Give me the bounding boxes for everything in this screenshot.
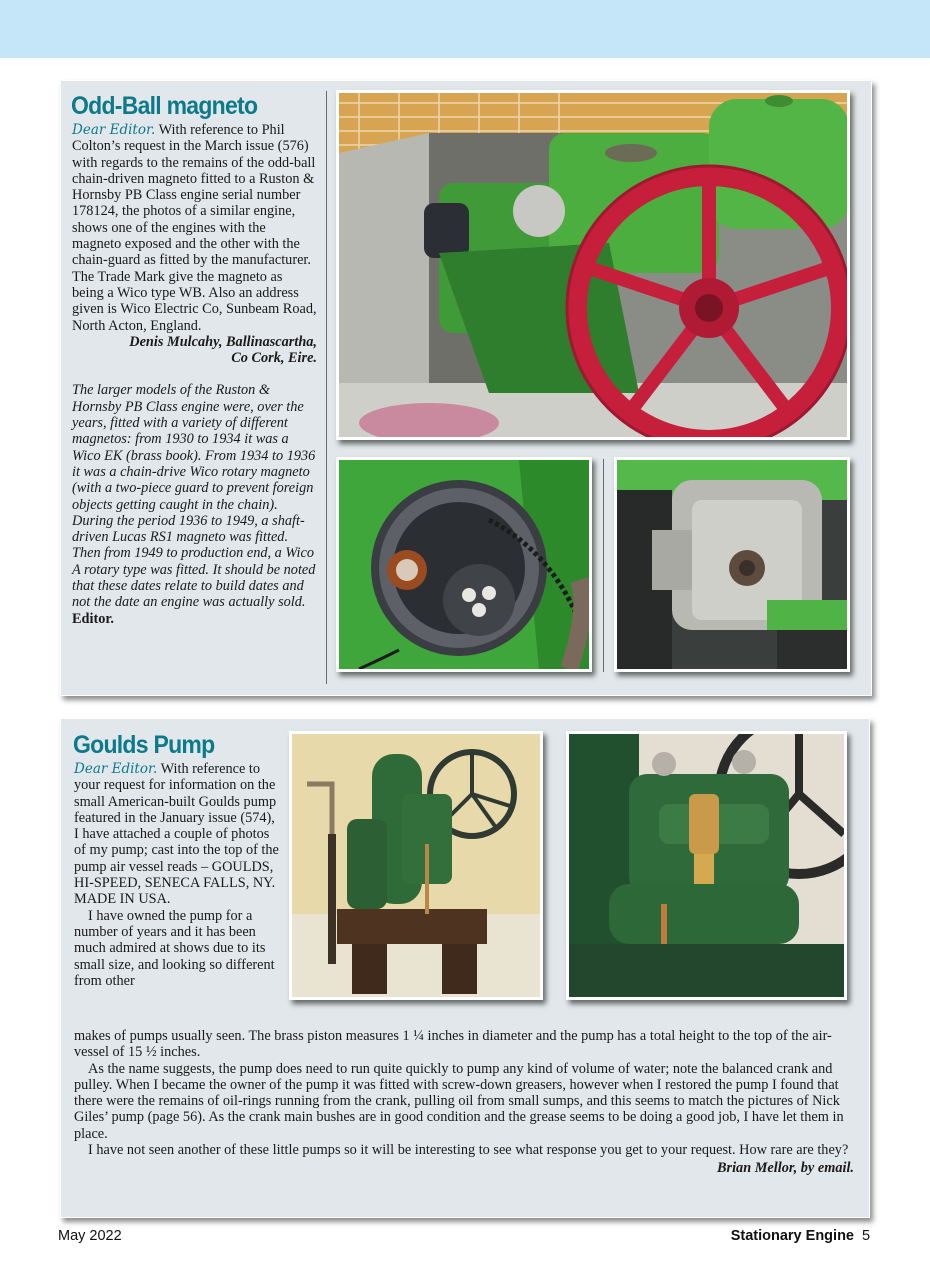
footer-page-number: 5	[862, 1228, 871, 1244]
photo-divider	[603, 459, 604, 672]
letter-wide-column	[74, 1028, 854, 1177]
letter-paragraph-2-start: I have owned the pump for a number of years and it has been much admired at shows due to its small size, and looking so different from other	[74, 907, 275, 989]
article-goulds-pump	[60, 718, 870, 1218]
article-odd-ball-magneto	[60, 80, 872, 696]
column-divider	[326, 91, 327, 684]
top-color-band	[0, 0, 930, 58]
footer-magazine-title: Stationary Engine	[730, 1228, 854, 1244]
letter-paragraph-2-end: makes of pumps usually seen. The brass piston measures 1 ¼ inches in diameter and the pump has a total height to the top of the air-vessel of 15 ½ inches.	[74, 1028, 832, 1061]
photo-chain-guard	[614, 457, 850, 672]
letter-paragraph-1	[74, 761, 282, 908]
salutation: Dear Editor.	[72, 122, 156, 138]
photo-engine-flywheel	[336, 90, 850, 440]
article-title: Odd-Ball magneto	[71, 92, 258, 120]
paragraph-1-text: With reference to your request for information on the small American-built Goulds pump featured in the January issue (574), I have attached a couple of photos of my pump; cast into the top of the pump air vessel reads – GOULDS, HI-SPEED, SENECA FALLS, NY. MADE IN USA.	[74, 761, 279, 908]
editor-sign: Editor.	[72, 610, 114, 627]
photo-magneto-exposed	[336, 457, 592, 672]
signature-line-2: Co Cork, Eire.	[231, 350, 317, 367]
letter-paragraph-3: As the name suggests, the pump does need to run quite quickly to pump any kind of volume of water; note the balanced crank and pulley. When I became the owner of the pump it was fitted with screw-down greasers, however when I restored the pump I found that there were the remains of oil-rings running from the crank, pulling oil from small sumps, and this seems to match the pictures of Nick Giles’ pump (page 56). As the crank main bushes are in good condition and the grease seems to be doing a good job, I have let them in place.	[74, 1060, 844, 1142]
salutation: Dear Editor.	[74, 761, 158, 777]
photo-goulds-pump-full	[289, 731, 543, 1000]
letter-narrow-column	[74, 761, 282, 989]
editor-note	[72, 382, 317, 626]
editor-note-text: The larger models of the Ruston & Hornsby PB Class engine were, over the years, fitted with a variety of different magnetos: from 1930 to 1934 it was a Wico EK (brass book). From 1934 to 1936 it was a chain-drive Wico rotary magneto (with a two-piece guard to prevent foreign objects getting caught in the chain). During the period 1936 to 1949, a shaft-driven Lucas RS1 magneto was fitted. Then from 1949 to production end, a Wico A rotary type was fitted. It should be noted that these dates relate to build dates and not the date an engine was actually sold.	[72, 382, 316, 611]
article-title: Goulds Pump	[73, 731, 215, 759]
signature-line-1: Denis Mulcahy, Ballinascartha,	[129, 333, 317, 350]
signature: Brian Mellor, by email.	[716, 1160, 854, 1177]
letter-text: With reference to Phil Colton’s request in the March issue (576) with regards to the remains of the odd-ball chain-driven magneto fitted to a Ruston & Hornsby PB Class engine serial number 178124, the photos of a similar engine, shows one of the engines with the magneto exposed and the other with the chain-guard as fitted by the manufacturer. The Trade Mark give the magneto as being a Wico type WB. Also an address given is Wico Electric Co, Sunbeam Road, North Acton, England.	[72, 122, 317, 334]
photo-goulds-pump-closeup	[566, 731, 847, 1000]
letter-paragraph	[72, 122, 317, 334]
letter-paragraph-4: I have not seen another of these little pumps so it will be interesting to see what response you get to your request. How rare are they?	[88, 1142, 849, 1159]
letter-column	[72, 122, 317, 627]
footer-issue-date: May 2022	[58, 1228, 122, 1244]
